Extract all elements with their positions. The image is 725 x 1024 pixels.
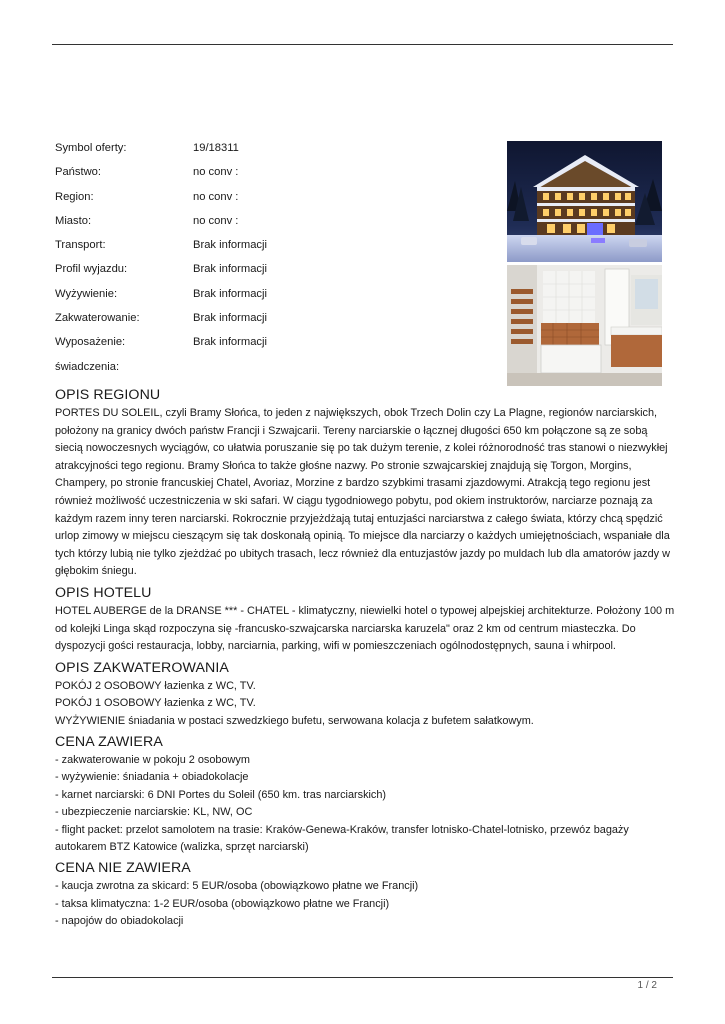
excludes-item: - taksa klimatyczna: 1-2 EUR/osoba (obowiązkowo płatne we Francji)	[55, 897, 390, 910]
info-label: Region:	[55, 190, 94, 203]
info-row	[55, 334, 355, 358]
info-row	[55, 140, 355, 164]
offer-info-table	[55, 140, 355, 383]
info-label: Miasto:	[55, 214, 92, 227]
includes-item: - zakwaterowanie w pokoju 2 osobowym	[55, 753, 250, 766]
footer-rule	[52, 977, 673, 978]
excludes-heading: CENA NIE ZAWIERA	[55, 860, 191, 877]
excludes-item: - napojów do obiadokolacji	[55, 915, 184, 928]
info-value: no conv :	[193, 214, 239, 227]
info-row	[55, 286, 355, 310]
info-row	[55, 310, 355, 334]
offer-description	[55, 385, 675, 931]
info-label: Wyposażenie:	[55, 336, 126, 349]
info-value: Brak informacji	[193, 287, 267, 300]
info-label: Symbol oferty:	[55, 142, 127, 154]
info-label: Wyżywienie:	[55, 287, 118, 300]
includes-item: - ubezpieczenie narciarskie: KL, NW, OC	[55, 806, 253, 819]
hotel-heading: OPIS HOTELU	[55, 584, 152, 601]
region-heading: OPIS REGIONU	[55, 387, 161, 403]
accommodation-line: POKÓJ 2 OSOBOWY łazienka z WC, TV.	[55, 679, 256, 692]
region-text: PORTES DU SOLEIL, czyli Bramy Słońca, to jeden z największych, obok Trzech Dolin czy La Plagne, regionów narciarskich, położony na granicy dwóch państw Francji i Szwajcarii. Tereny narciarskie o łącznej długości 650 km połączone są ze sobą siecią nowoczesnych wyciągów, co ułatwia poruszanie się po tak dużym terenie, z kolei różnorodność tras stanowi o niezwykłej atrakcyjności tego regionu. Bramy Słońca to także głośne nazwy. Po stronie szwajcarskiej znajdują się Torgon, Morgins, Champery, po stronie francuskiej Chatel, Avoriaz, Morzine z bardzo szybkimi trasami zjazdowymi. Atrakcją tego regionu jest również możliwość uczestniczenia w ski safari. W ciągu tygodniowego pobytu, pod okiem instruktorów, narciarze poznają za każdym razem inny teren narciarski. Rokrocznie przyjeżdżają tutaj entuzjaści narciarstwa z całego świata, którzy chcą spędzić urlop zimowy w miejscu cieszącym się tak doskonałą opinią. To miejsce dla narciarzy o każdych umiejętnościach, wspaniałe dla tych którzy lubią nie tylko zjeżdżać po ubitych trasach, lecz również dla entuzjastów jazdy po muldach lub dla amatorów jazdy w głębokim śniegu.	[55, 407, 671, 578]
excludes-item: - kaucja zwrotna za skicard: 5 EUR/osoba (obowiązkowo płatne we Francji)	[55, 880, 419, 893]
bathroom-photo	[507, 265, 662, 386]
info-value: no conv :	[193, 166, 239, 179]
info-value: Brak informacji	[193, 239, 267, 252]
info-value: Brak informacji	[193, 336, 267, 349]
info-row	[55, 237, 355, 261]
info-row	[55, 189, 355, 213]
info-value: 19/18311	[193, 142, 239, 154]
header-rule	[52, 44, 673, 45]
info-row	[55, 261, 355, 285]
info-row	[55, 359, 355, 383]
includes-item: - flight packet: przelot samolotem na trasie: Kraków-Genewa-Kraków, transfer lotnisko-Chatel-lotnisko, przewóz bagaży autokarem BTZ Katowice (walizka, sprzęt narciarski)	[55, 823, 629, 853]
includes-item: - karnet narciarski: 6 DNI Portes du Soleil (650 km. tras narciarskich)	[55, 788, 387, 801]
info-value: Brak informacji	[193, 263, 267, 276]
includes-heading: CENA ZAWIERA	[55, 733, 163, 750]
accommodation-heading: OPIS ZAKWATEROWANIA	[55, 659, 229, 676]
page-number: 1 / 2	[637, 980, 657, 991]
info-label: Transport:	[55, 239, 106, 252]
accommodation-line: WYŻYWIENIE śniadania w postaci szwedzkiego bufetu, serwowana kolacja z bufetem sałatkowym.	[55, 714, 534, 727]
info-label: świadczenia:	[55, 360, 120, 373]
hotel-exterior-photo	[507, 141, 662, 262]
info-label: Profil wyjazdu:	[55, 263, 128, 276]
info-label: Państwo:	[55, 166, 102, 179]
accommodation-line: POKÓJ 1 OSOBOWY łazienka z WC, TV.	[55, 697, 256, 710]
info-row	[55, 213, 355, 237]
info-row	[55, 164, 355, 188]
hotel-text: HOTEL AUBERGE de la DRANSE *** - CHATEL - klimatyczny, niewielki hotel o typowej alpejskiej architekturze. Położony 100 m od kolejki Linga skąd rozpoczyna się -francusko-szwajcarska narciarska karuzela" oraz 2 km od centrum miasteczka. Do dyspozycji gości restauracja, lobby, narciarnia, parking, wifi w pomieszczeniach ogólnodostępnych, sauna i whirpool.	[55, 604, 675, 653]
includes-item: - wyżywienie: śniadania + obiadokolacje	[55, 771, 249, 784]
info-value: Brak informacji	[193, 312, 267, 325]
info-value: no conv :	[193, 190, 239, 203]
info-label: Zakwaterowanie:	[55, 312, 140, 325]
